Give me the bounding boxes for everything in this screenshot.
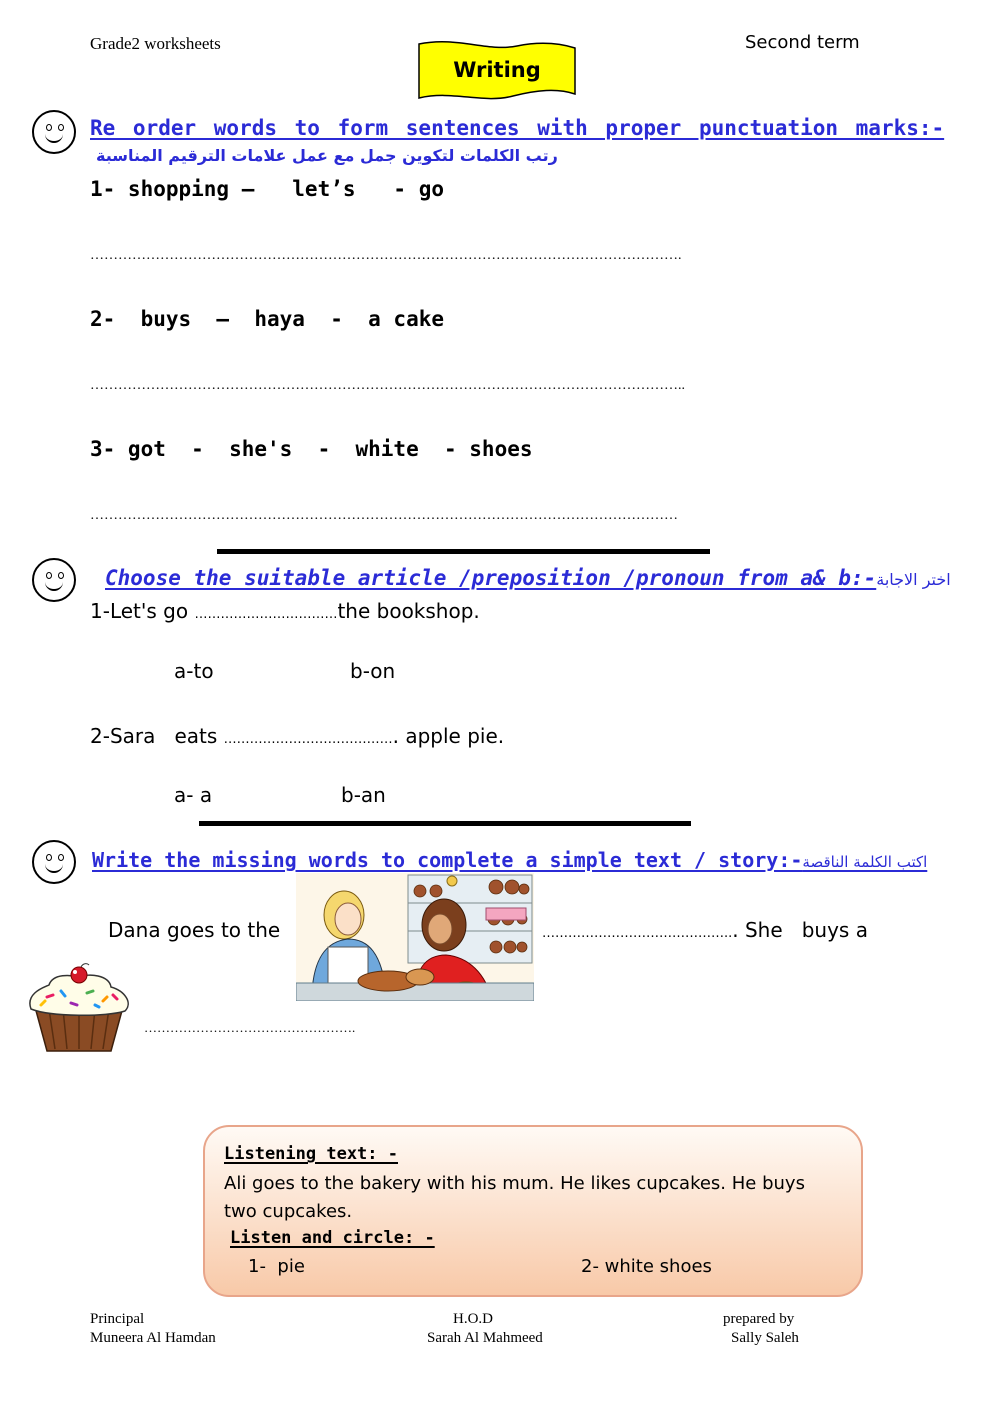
section3-arabic: اكتب الكلمة الناقصة xyxy=(802,853,928,871)
choice-1-option-a[interactable]: a-to xyxy=(174,659,214,683)
listen-circle-heading: Listen and circle: - xyxy=(230,1228,435,1248)
choice-2-suffix: . apple pie. xyxy=(392,724,505,748)
section1-title: Re order words to form sentences with proper punctuation marks:- xyxy=(90,116,945,140)
answer-line-3[interactable]: ……………………………………………………………………………………………………………… xyxy=(90,508,678,523)
story-blank-1[interactable]: …………………………………….. xyxy=(542,926,733,941)
listening-option-1[interactable]: 1- pie xyxy=(248,1256,305,1277)
story-blank-2[interactable]: …………………………………………. xyxy=(144,1020,356,1035)
section2-arabic: اختر الاجابة xyxy=(876,570,951,589)
choice-question-1 xyxy=(90,599,480,623)
question-2: 2- buys – haya - a cake xyxy=(90,307,445,331)
choice-2-option-a[interactable]: a- a xyxy=(174,783,213,807)
footer-prepared-role: prepared by xyxy=(723,1311,795,1327)
footer-hod-name: Sarah Al Mahmeed xyxy=(427,1330,543,1346)
answer-line-1[interactable]: ………………………………………………………………………………………………………………. xyxy=(90,248,682,263)
header-left: Grade2 worksheets xyxy=(90,34,221,53)
listening-option-2[interactable]: 2- white shoes xyxy=(581,1256,712,1277)
section3-heading xyxy=(92,848,927,872)
footer-hod-role: H.O.D xyxy=(453,1311,493,1327)
footer-prepared-name: Sally Saleh xyxy=(731,1330,799,1346)
question-3: 3- got - she's - white - shoes xyxy=(90,437,533,461)
header-right: Second term xyxy=(745,32,860,53)
footer-principal-role: Principal xyxy=(90,1311,145,1327)
footer-principal-name: Muneera Al Hamdan xyxy=(90,1330,216,1346)
section2-title: Choose the suitable article /preposition /pronoun from a& b:- xyxy=(105,566,877,590)
choice-2-prefix: 2-Sara eats xyxy=(90,724,224,748)
choice-2-option-b[interactable]: b-an xyxy=(341,783,386,807)
story-line-1-end xyxy=(542,918,868,942)
story-line-1-start: Dana goes to the xyxy=(108,918,281,942)
listening-text: Ali goes to the bakery with his mum. He likes cupcakes. He buys two cupcakes. xyxy=(224,1173,805,1222)
smiley-icon xyxy=(32,840,76,884)
divider-1 xyxy=(217,549,710,554)
section2-heading xyxy=(105,566,951,590)
choice-1-blank[interactable]: …………………………… xyxy=(194,607,338,622)
smiley-icon xyxy=(32,110,76,154)
question-1: 1- shopping – let’s - go xyxy=(90,177,445,201)
banner-title: Writing xyxy=(453,58,541,82)
divider-2 xyxy=(199,821,691,826)
choice-1-option-b[interactable]: b-on xyxy=(350,659,396,683)
section1-arabic: رتب الكلمات لتكوين جمل مع عمل علامات الترقيم المناسبة xyxy=(96,146,558,165)
smiley-icon xyxy=(32,558,76,602)
listening-heading: Listening text: - xyxy=(224,1144,398,1164)
choice-question-2 xyxy=(90,724,504,748)
section3-title: Write the missing words to complete a simple text / story:- xyxy=(92,848,803,872)
story-line-1-suffix: . She buys a xyxy=(732,918,868,942)
choice-2-blank[interactable]: ………………………………… xyxy=(223,732,393,747)
bakery-illustration xyxy=(296,873,534,1001)
answer-line-2[interactable]: ……………………………………………………………………………………………………………….. xyxy=(90,378,685,393)
choice-1-suffix: the bookshop. xyxy=(337,599,480,623)
choice-1-prefix: 1-Let's go xyxy=(90,599,195,623)
cupcake-illustration xyxy=(27,963,131,1053)
